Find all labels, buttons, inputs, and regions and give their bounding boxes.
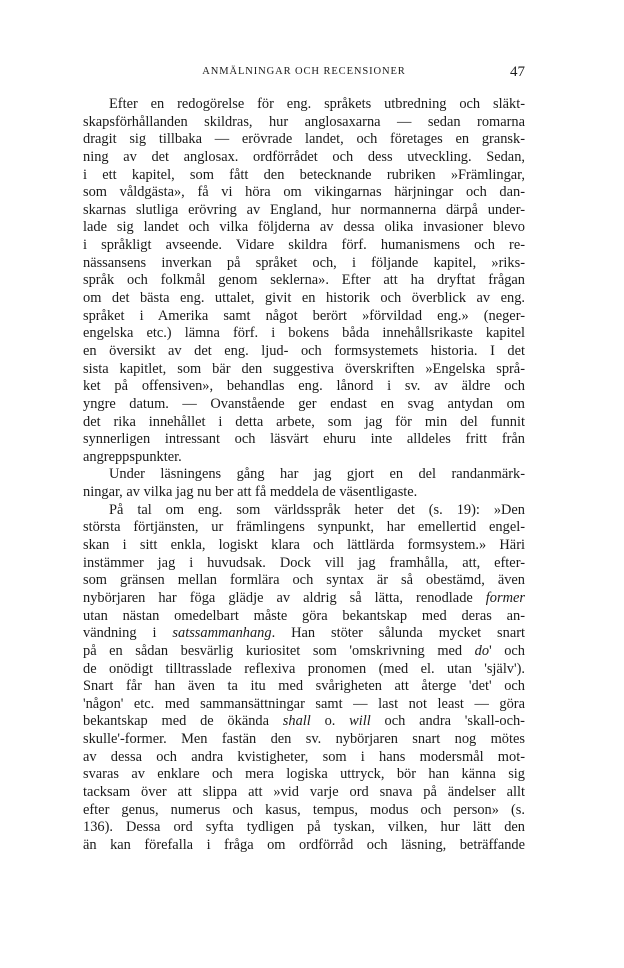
paragraph-2 [83,466,525,501]
text-line: Snart får han även ta itu med svårigheten att återge 'det' och [83,678,525,695]
text-line [83,643,525,661]
text-run: och andra 'skall-och- [384,713,525,730]
text-line [83,590,525,608]
text-run: ' och [489,642,525,659]
text-line: språket i Amerika samt något berört »förvildad eng.» (neger- [83,307,525,324]
running-header [83,64,525,84]
text-line: största förtjänsten, ur främlingens synpunkt, har emellertid engel- [83,519,525,536]
text-line: yngre datum. — Ovanstående ger endast en svag antydan om [83,395,525,412]
body-text [83,96,525,855]
text-line: de onödigt tilltrasslade reflexiva pronomen (med el. utan 'själv'). [83,660,525,677]
text-line: det rika innehållet i detta arbete, som jag för min del funnit [83,413,525,430]
text-line: språk och folkmål genom seklerna». Efter att ha dryftat frågan [83,272,525,289]
text-run: nybörjaren har föga glädje av aldrig så lätta, renodlade [83,589,473,606]
text-line: 136). Dessa ord syfta tydligen på tyskan, vilken, hur lätt den [83,819,525,836]
text-line: som våldgästa», få vi höra om vikingarnas härjningar och dan- [83,184,525,201]
text-line: ket på offensiven», behandlas eng. lånord i sv. av äldre och [83,378,525,395]
text-line: av dessa och andra kvistigheter, som i hans modersmål mot- [83,748,525,765]
text-line: dragit sig tillbaka — erövrade landet, och företages en gransk- [83,131,525,148]
text-line: tacksam över att slippa att »vid varje ord snava på ändelser allt [83,783,525,800]
text-line: efter genus, numerus och kasus, tempus, modus och person» (s. [83,801,525,818]
text-line [83,625,525,643]
text-line: instämmer jag i huvudsak. Dock vill jag framhålla, att, efter- [83,554,525,571]
page-number: 47 [510,64,525,80]
text-line: Under läsningens gång har jag gjort en del randanmärk- [109,466,525,483]
text-line: svaras av enklare och mera logiska uttryck, bör han känna sig [83,766,525,783]
text-line: utan nästan omedelbart måste göra bekantskap med deras an- [83,607,525,624]
text-run: . Han stöter sålunda mycket snart [271,625,525,642]
text-line: skarnas slutliga erövring av England, hur normannerna därpå under- [83,201,525,218]
text-line: sista kapitlet, som bär den suggestiva överskriften »Engelska språ- [83,360,525,377]
text-line: skapsförhållanden skildras, hur anglosaxarna — sedan romarna [83,113,525,130]
text-line: lade sig landet och vilka följderna av dessa olika invasioner blevo [83,219,525,236]
text-run: på en sådan besvärlig kuriositet som 'omskrivning med [83,642,463,659]
text-line: Efter en redogörelse för eng. språkets utbredning och släkt- [109,96,525,112]
text-line: ningar, av vilka jag nu ber att få meddela de väsentligaste. [83,484,418,501]
text-line: om det bästa eng. uttalet, givit en historik och överblick av eng. [83,290,525,307]
text-line: nässansens inverkan på språket och, i följande kapitel, »riks- [83,254,525,271]
text-line: skulle'-former. Men fastän den sv. nybörjaren snart nog mötes [83,731,525,748]
paragraph-1 [83,96,525,466]
text-line: i språkligt avseende. Vidare skildra förf. humanismens och re- [83,237,525,254]
text-line: än kan förefalla i fråga om ordförråd och läsning, beträffande [83,836,525,853]
text-line [83,713,525,731]
running-head-title: ANMÄLNINGAR OCH RECENSIONER [202,66,406,77]
italic-term: former [485,589,525,606]
italic-term: do [474,642,490,659]
text-line: i ett kapitel, som fått den betecknande rubriken »Främlingar, [83,166,525,183]
text-line: 'någon' etc. med sammansättningar samt — last not least — göra [83,695,525,712]
text-line: som gränsen mellan formlära och syntax är så obestämd, även [83,572,525,589]
text-line: synnerligen intressant och läsvärt ehuru inte alldeles fritt från [83,431,525,448]
text-line: angreppspunkter. [83,448,182,465]
text-line: engelska etc.) lämna förf. i bokens båda innehållsrikaste kapitel [83,325,525,342]
text-run: o. [324,713,336,730]
paragraph-3 [83,502,525,855]
text-run: vändning i [83,625,157,642]
text-run: bekantskap med de ökända [83,713,269,730]
text-line: ning av det anglosax. ordförrådet och dess utveckling. Sedan, [83,148,525,165]
text-line: skan i sitt enkla, logiskt klara och lättlärda formsystem.» Häri [83,537,525,554]
italic-term: shall [282,713,311,730]
italic-term: satssammanhang [172,625,272,642]
italic-term: will [349,713,371,730]
text-line: en översikt av det eng. ljud- och formsystemets historia. I det [83,342,525,359]
text-line: På tal om eng. som världsspråk heter det (s. 19): »Den [109,501,525,518]
